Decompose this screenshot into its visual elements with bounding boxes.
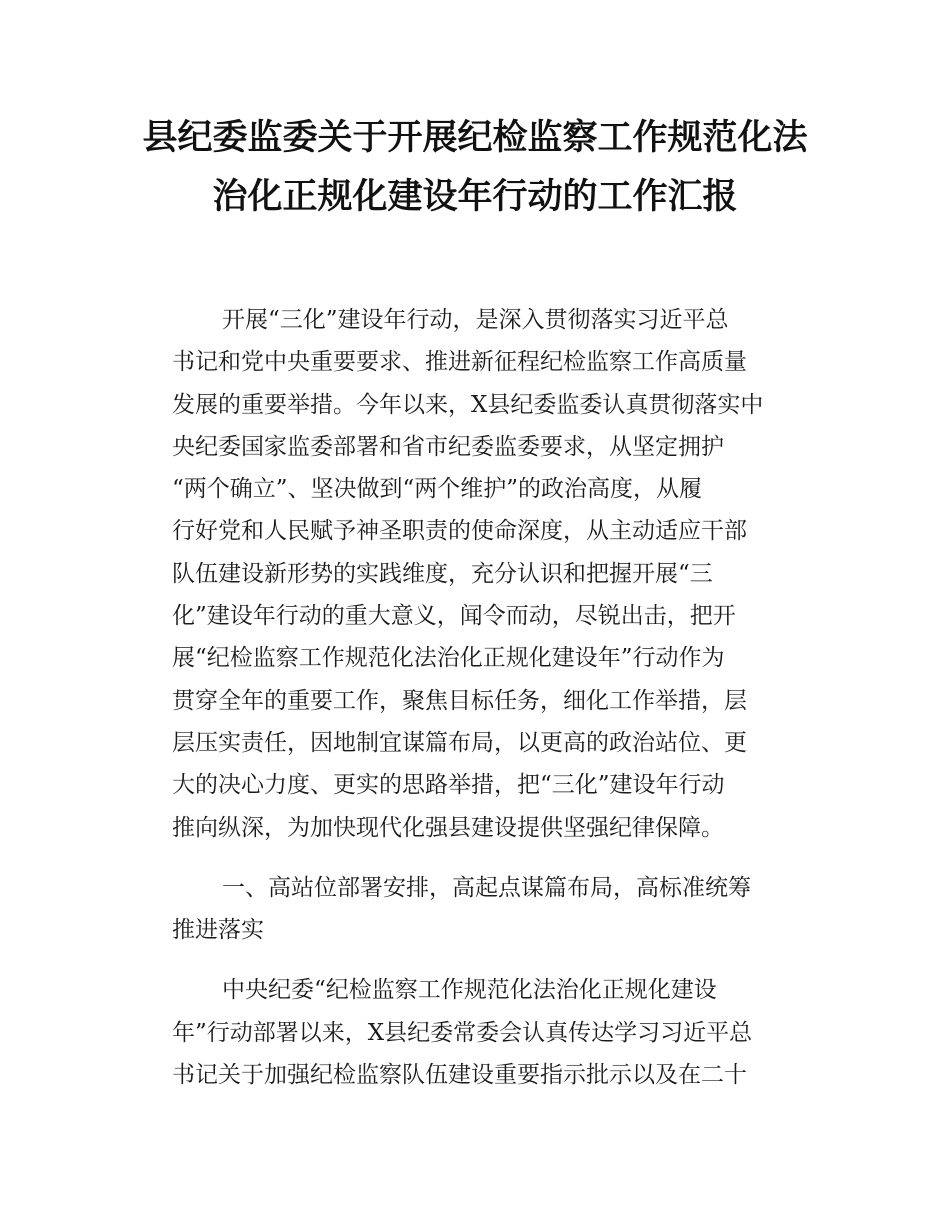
document-title	[100, 108, 850, 226]
text-line: 发展的重要举措。今年以来，X县纪委监委认真贯彻落实中	[172, 391, 764, 418]
text-line: 化”建设年行动的重大意义，闻令而动，尽锐出击，把开	[172, 603, 736, 630]
text-line: 一、高站位部署安排，高起点谋篇布局，高标准统筹	[222, 874, 751, 901]
text-line: 层压实责任，因地制宜谋篇布局，以更高的政治站位、更	[172, 729, 747, 756]
section-heading-1	[172, 867, 812, 952]
document-body	[172, 299, 812, 1096]
text-line: “两个确立”、坚决做到“两个维护”的政治高度，从履	[172, 476, 703, 503]
text-line: 央纪委国家监委部署和省市纪委监委要求，从坚定拥护	[172, 433, 724, 460]
text-line: 年”行动部署以来，X县纪委常委会认真传达学习习近平总	[172, 1019, 753, 1046]
text-line: 推进落实	[172, 917, 264, 944]
text-line: 书记关于加强纪检监察队伍建设重要指示批示以及在二十	[172, 1062, 747, 1089]
title-line-1: 县纪委监委关于开展纪检监察工作规范化法	[142, 117, 808, 158]
title-line-2: 治化正规化建设年行动的工作汇报	[212, 176, 738, 217]
text-line: 大的决心力度、更实的思路举措，把“三化”建设年行动	[172, 772, 725, 799]
text-line: 展“纪检监察工作规范化法治化正规化建设年”行动作为	[172, 645, 725, 672]
text-line: 队伍建设新形势的实践维度，充分认识和把握开展“三	[172, 560, 713, 587]
text-line: 贯穿全年的重要工作，聚焦目标任务，细化工作举措，层	[172, 687, 747, 714]
paragraph-section-1	[172, 969, 812, 1096]
paragraph-intro	[172, 299, 812, 849]
text-line: 行好党和人民赋予神圣职责的使命深度，从主动适应干部	[172, 518, 747, 545]
text-line: 中央纪委“纪检监察工作规范化法治化正规化建设	[222, 977, 717, 1004]
text-line: 推向纵深，为加快现代化强县建设提供坚强纪律保障。	[172, 814, 724, 841]
paragraph-spacer	[172, 849, 812, 867]
paragraph-spacer	[172, 951, 812, 969]
text-line: 书记和党中央重要要求、推进新征程纪检监察工作高质量	[172, 349, 747, 376]
text-line: 开展“三化”建设年行动，是深入贯彻落实习近平总	[222, 307, 729, 333]
